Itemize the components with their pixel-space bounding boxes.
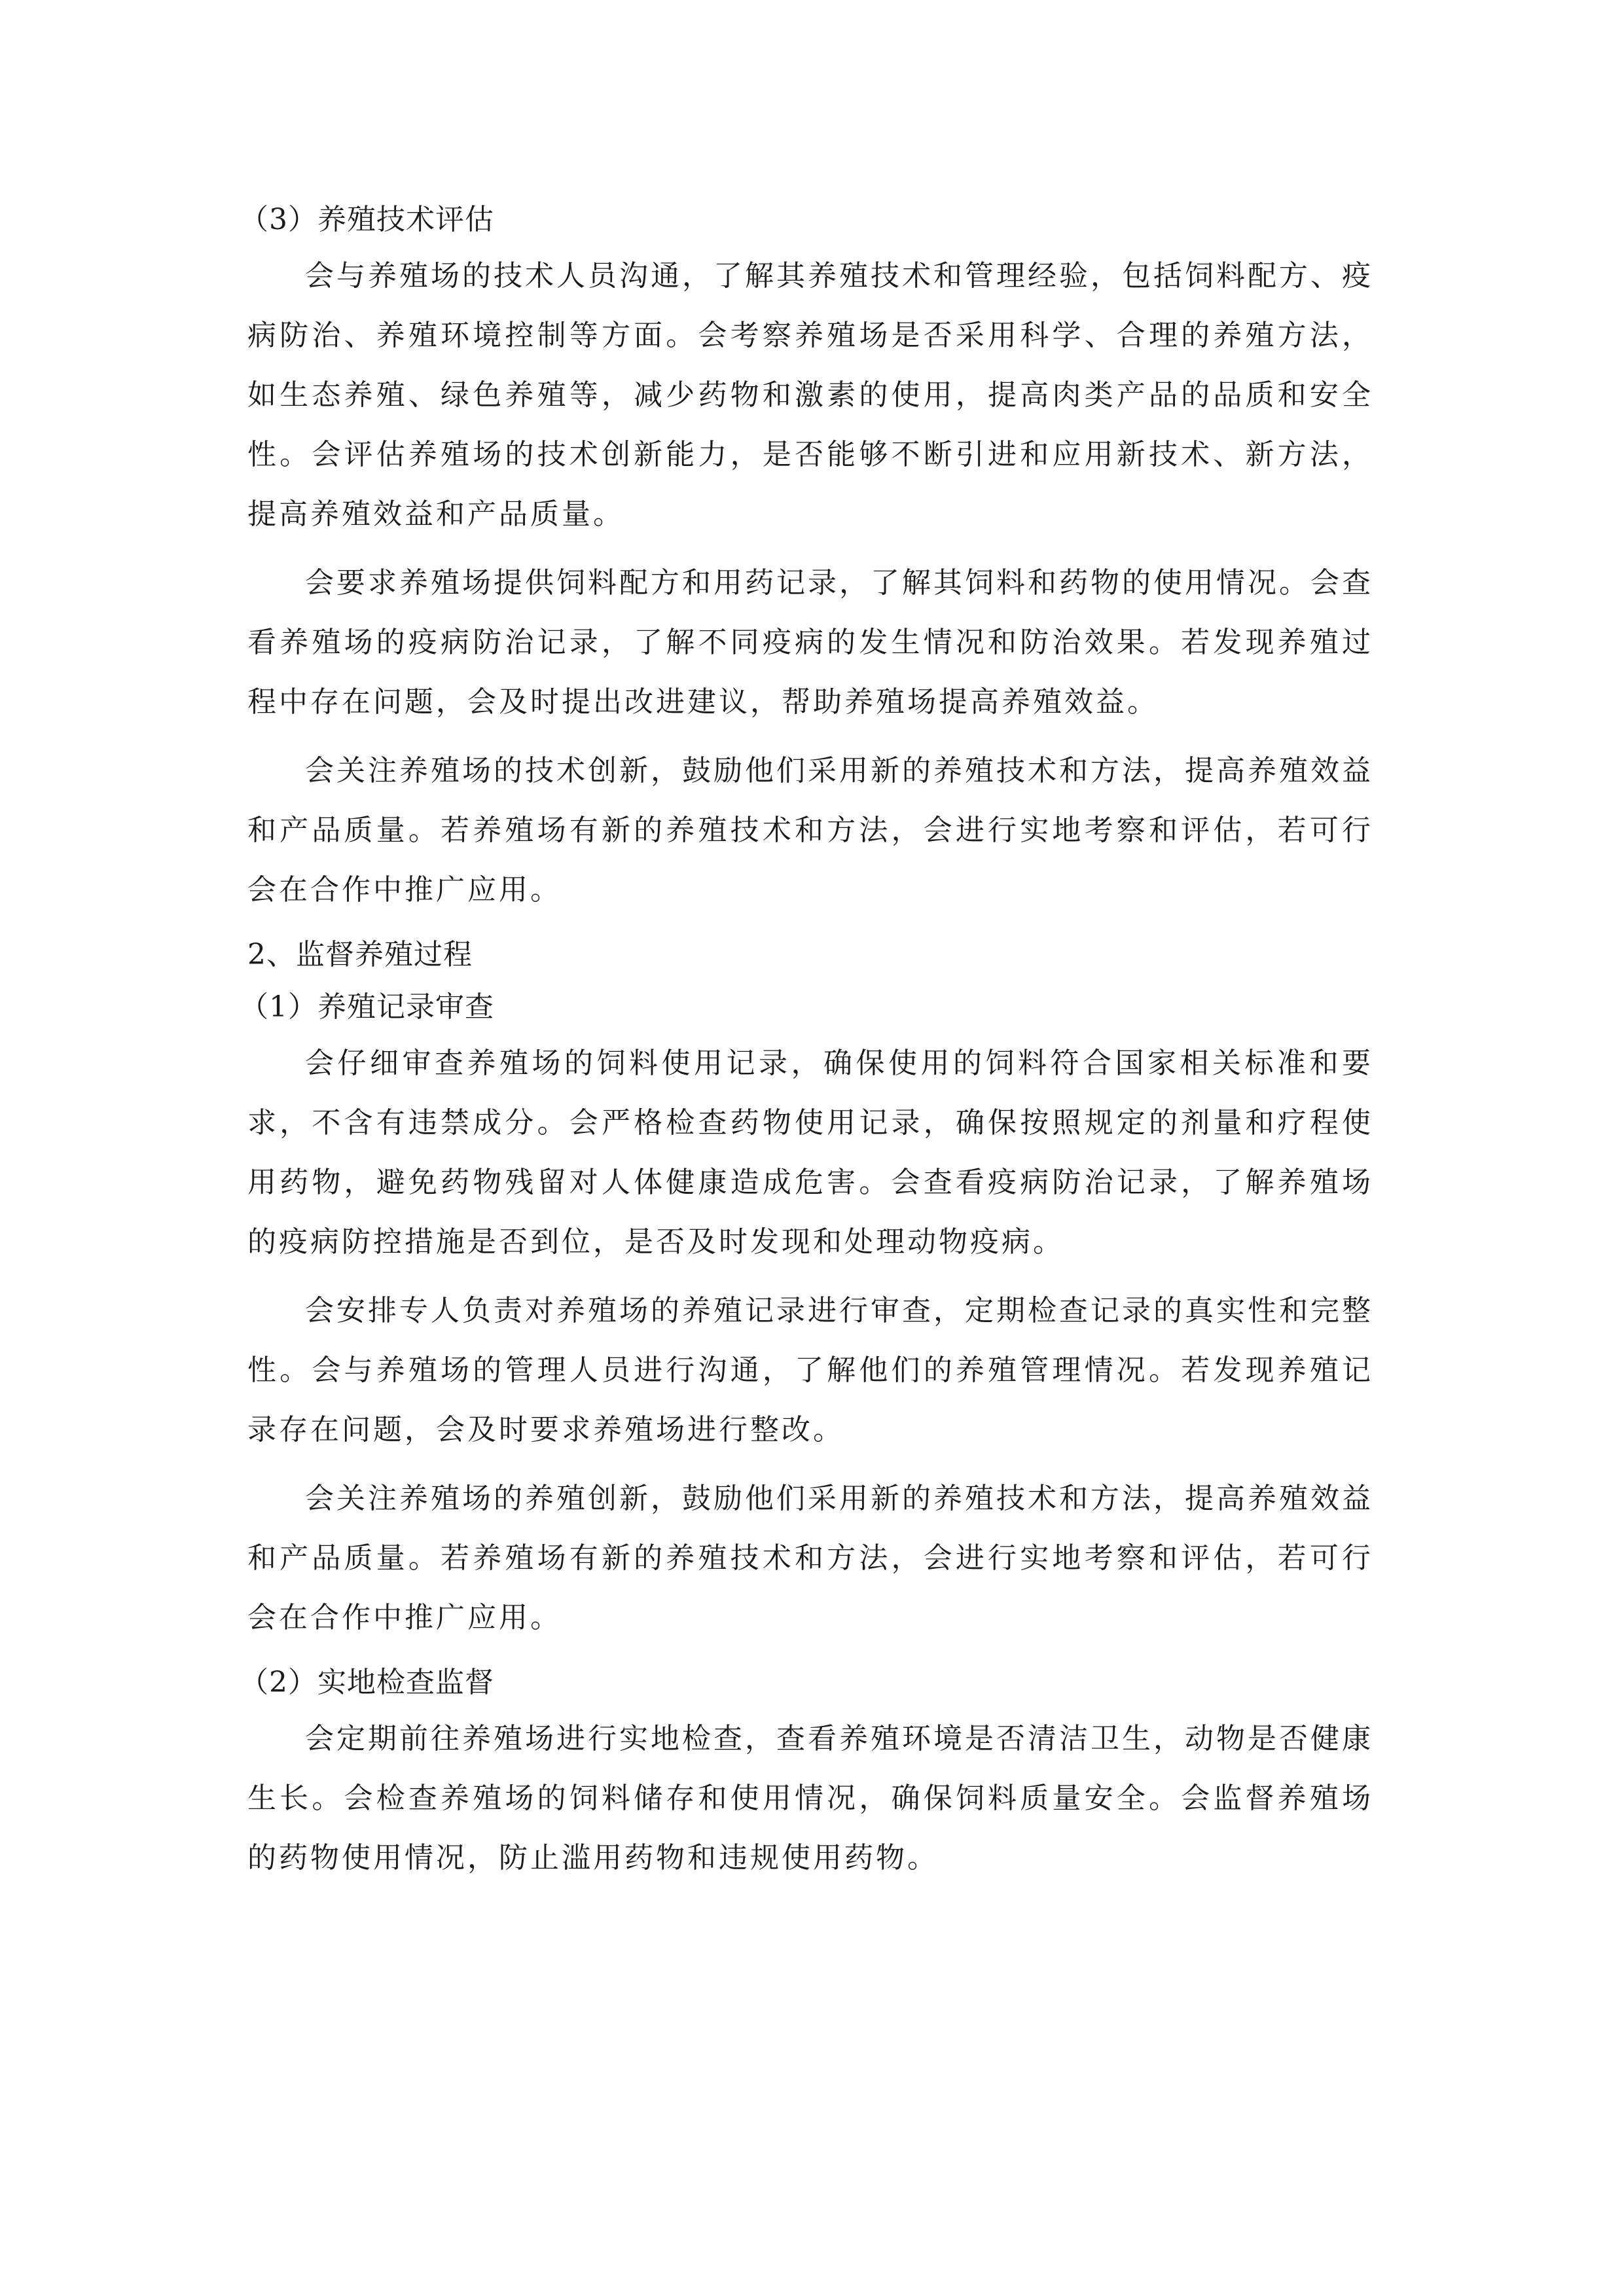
paragraph: 会定期前往养殖场进行实地检查，查看养殖环境是否清洁卫生，动物是否健康生长。会检查养殖场的饲料储存和使用情况，确保饲料质量安全。会监督养殖场的药物使用情况，防止滥用药物和违规使用药物。 [247,1722,1373,1874]
section-heading-onsite-inspection: （2）实地检查监督 [240,1666,494,1699]
paragraph: 会安排专人负责对养殖场的养殖记录进行审查，定期检查记录的真实性和完整性。会与养殖场的管理人员进行沟通，了解他们的养殖管理情况。若发现养殖记录存在问题，会及时要求养殖场进行整改。 [247,1294,1373,1446]
paragraph: 会要求养殖场提供饲料配方和用药记录，了解其饲料和药物的使用情况。会查看养殖场的疫病防治记录，了解不同疫病的发生情况和防治效果。若发现养殖过程中存在问题，会及时提出改进建议，帮助养殖场提高养殖效益。 [247,566,1373,719]
paragraph: 会与养殖场的技术人员沟通，了解其养殖技术和管理经验，包括饲料配方、疫病防治、养殖环境控制等方面。会考察养殖场是否采用科学、合理的养殖方法，如生态养殖、绿色养殖等，减少药物和激素的使用，提高肉类产品的品质和安全性。会评估养殖场的技术创新能力，是否能够不断引进和应用新技术、新方法，提高养殖效益和产品质量。 [247,259,1373,531]
document-body [240,194,1373,1897]
section-heading-breeding-technology-assessment: （3）养殖技术评估 [240,203,494,236]
paragraph: 会仔细审查养殖场的饲料使用记录，确保使用的饲料符合国家相关标准和要求，不含有违禁成分。会严格检查药物使用记录，确保按照规定的剂量和疗程使用药物，避免药物残留对人体健康造成危害。会查看疫病防治记录，了解养殖场的疫病防控措施是否到位，是否及时发现和处理动物疫病。 [247,1047,1373,1259]
paragraph: 会关注养殖场的养殖创新，鼓励他们采用新的养殖技术和方法，提高养殖效益和产品质量。若养殖场有新的养殖技术和方法，会进行实地考察和评估，若可行会在合作中推广应用。 [247,1482,1373,1634]
paragraph: 会关注养殖场的技术创新，鼓励他们采用新的养殖技术和方法，提高养殖效益和产品质量。若养殖场有新的养殖技术和方法，会进行实地考察和评估，若可行会在合作中推广应用。 [247,754,1373,906]
section-heading-breeding-records-review: （1）养殖记录审查 [240,990,494,1024]
section-heading-supervise-breeding-process: 2、监督养殖过程 [247,938,473,971]
